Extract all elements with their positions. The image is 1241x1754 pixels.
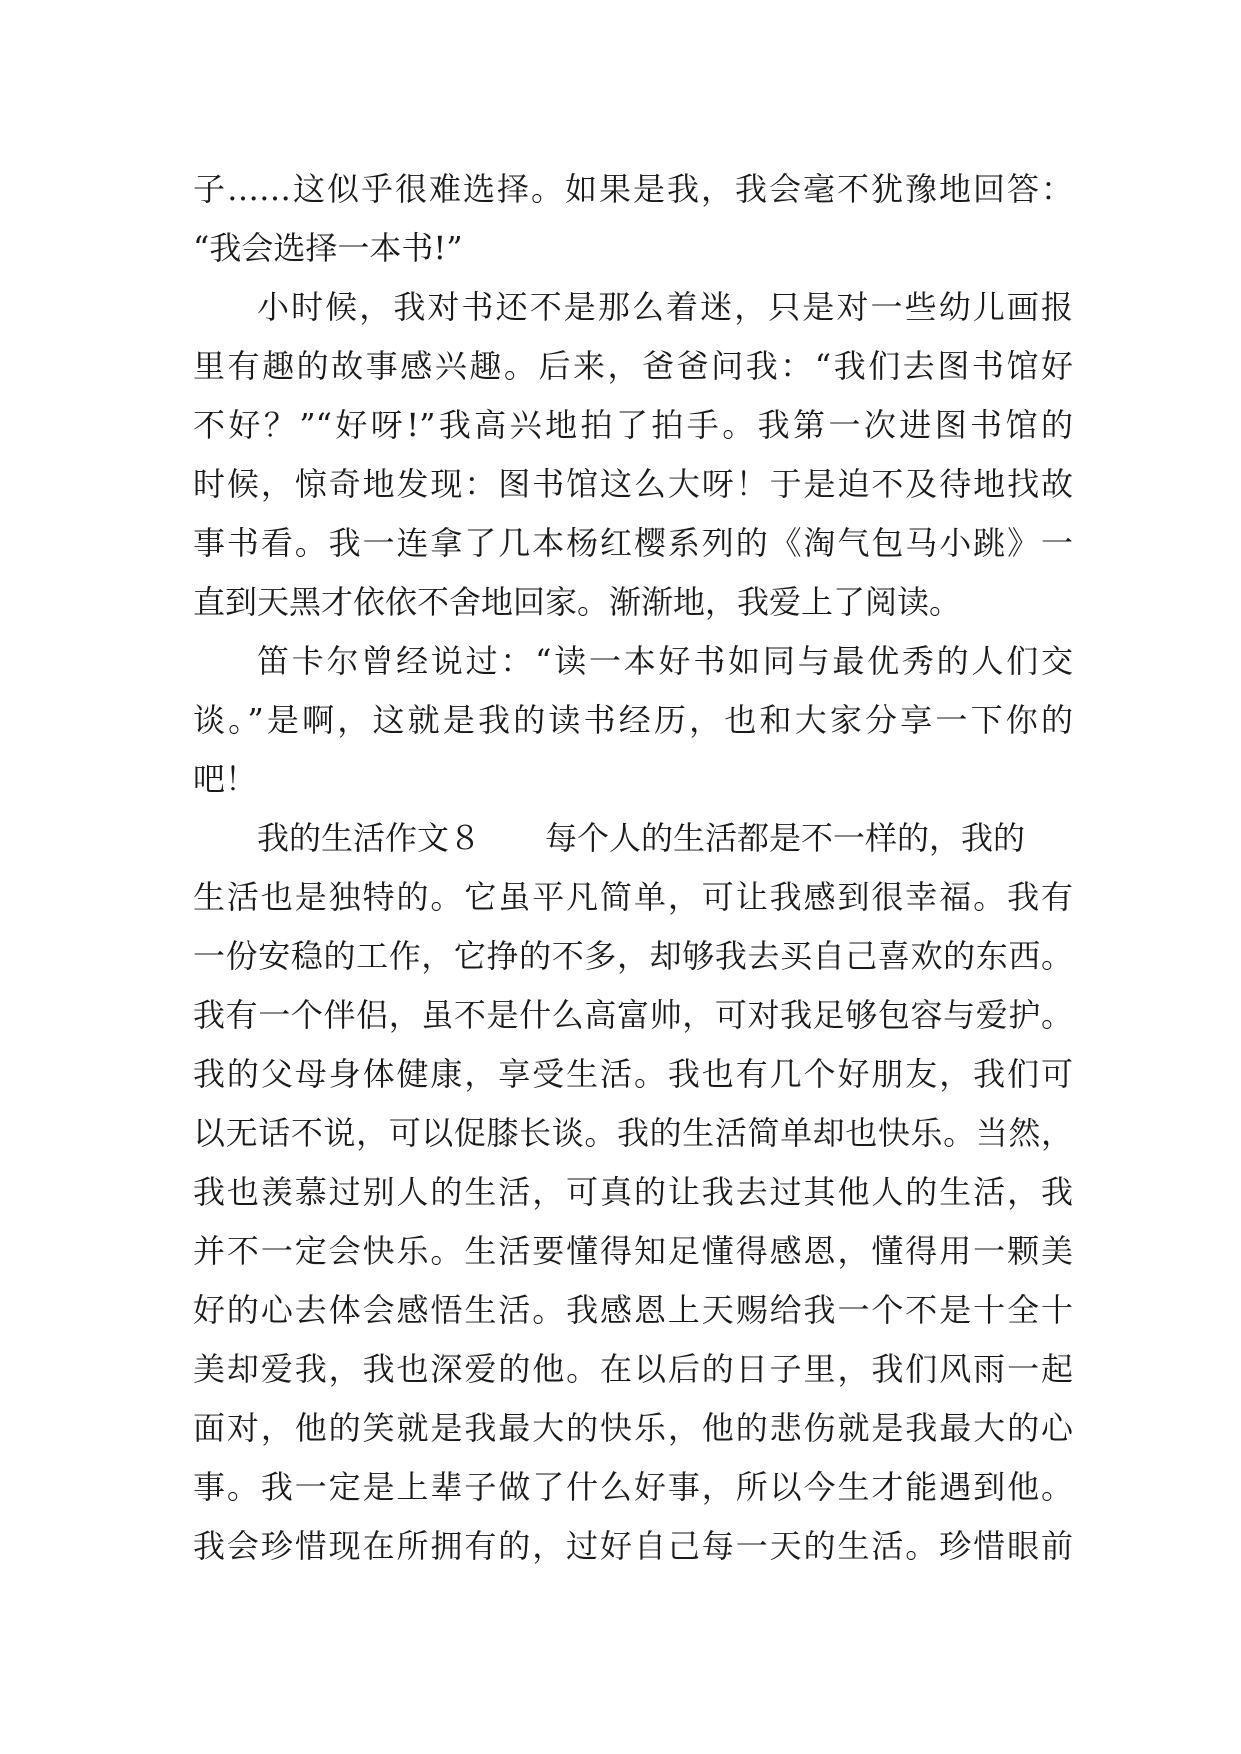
- paragraph-first-line: [193, 809, 1073, 868]
- essay-heading: 我的生活作文８: [257, 819, 482, 857]
- text-line: 生活也是独特的。它虽平凡简单，可让我感到很幸福。我有: [193, 878, 1073, 916]
- text-line: 不好？”“好呀!”我高兴地拍了拍手。我第一次进图书馆的: [193, 406, 1073, 444]
- paragraph-first-line: 笛卡尔曾经说过：“读一本好书如同与最优秀的人们交: [257, 642, 1073, 680]
- text-line: 好的心去体会感悟生活。我感恩上天赐给我一个不是十全十: [193, 1291, 1073, 1329]
- text-line: 时候，惊奇地发现：图书馆这么大呀！于是迫不及待地找故: [193, 465, 1073, 503]
- text-line: 吧！: [193, 760, 258, 798]
- text-line: 谈。”是啊，这就是我的读书经历，也和大家分享一下你的: [193, 701, 1073, 739]
- text-line: 直到天黑才依依不舍地回家。渐渐地，我爱上了阅读。: [193, 583, 962, 621]
- text-line: 我会珍惜现在所拥有的，过好自己每一天的生活。珍惜眼前: [193, 1527, 1073, 1565]
- text-line: 事书看。我一连拿了几本杨红樱系列的《淘气包马小跳》一: [193, 524, 1073, 562]
- text-line: 面对，他的笑就是我最大的快乐，他的悲伤就是我最大的心: [193, 1409, 1073, 1447]
- text-line: 并不一定会快乐。生活要懂得知足懂得感恩，懂得用一颗美: [193, 1232, 1073, 1270]
- text-line: 以无话不说，可以促膝长谈。我的生活简单却也快乐。当然，: [193, 1114, 1073, 1152]
- text-line: 子……这似乎很难选择。如果是我，我会毫不犹豫地回答：: [193, 170, 1073, 208]
- text-line: 美却爱我，我也深爱的他。在以后的日子里，我们风雨一起: [193, 1350, 1073, 1388]
- text-line: 事。我一定是上辈子做了什么好事，所以今生才能遇到他。: [193, 1468, 1073, 1506]
- text-line: 里有趣的故事感兴趣。后来，爸爸问我：“我们去图书馆好: [193, 347, 1073, 385]
- paragraph-first-line: 小时候，我对书还不是那么着迷，只是对一些幼儿画报: [257, 288, 1073, 326]
- document-body: [193, 160, 1073, 1576]
- text-line: 我也羡慕过别人的生活，可真的让我去过其他人的生活，我: [193, 1173, 1073, 1211]
- text-line: “我会选择一本书!”: [193, 229, 463, 267]
- text-line: 我有一个伴侣，虽不是什么高富帅，可对我足够包容与爱护。: [193, 996, 1073, 1034]
- text-line: 一份安稳的工作，它挣的不多，却够我去买自己喜欢的东西。: [193, 937, 1073, 975]
- text-line: 我的父母身体健康，享受生活。我也有几个好朋友，我们可: [193, 1055, 1073, 1093]
- essay-opening-text: 每个人的生活都是不一样的，我的: [545, 819, 1026, 857]
